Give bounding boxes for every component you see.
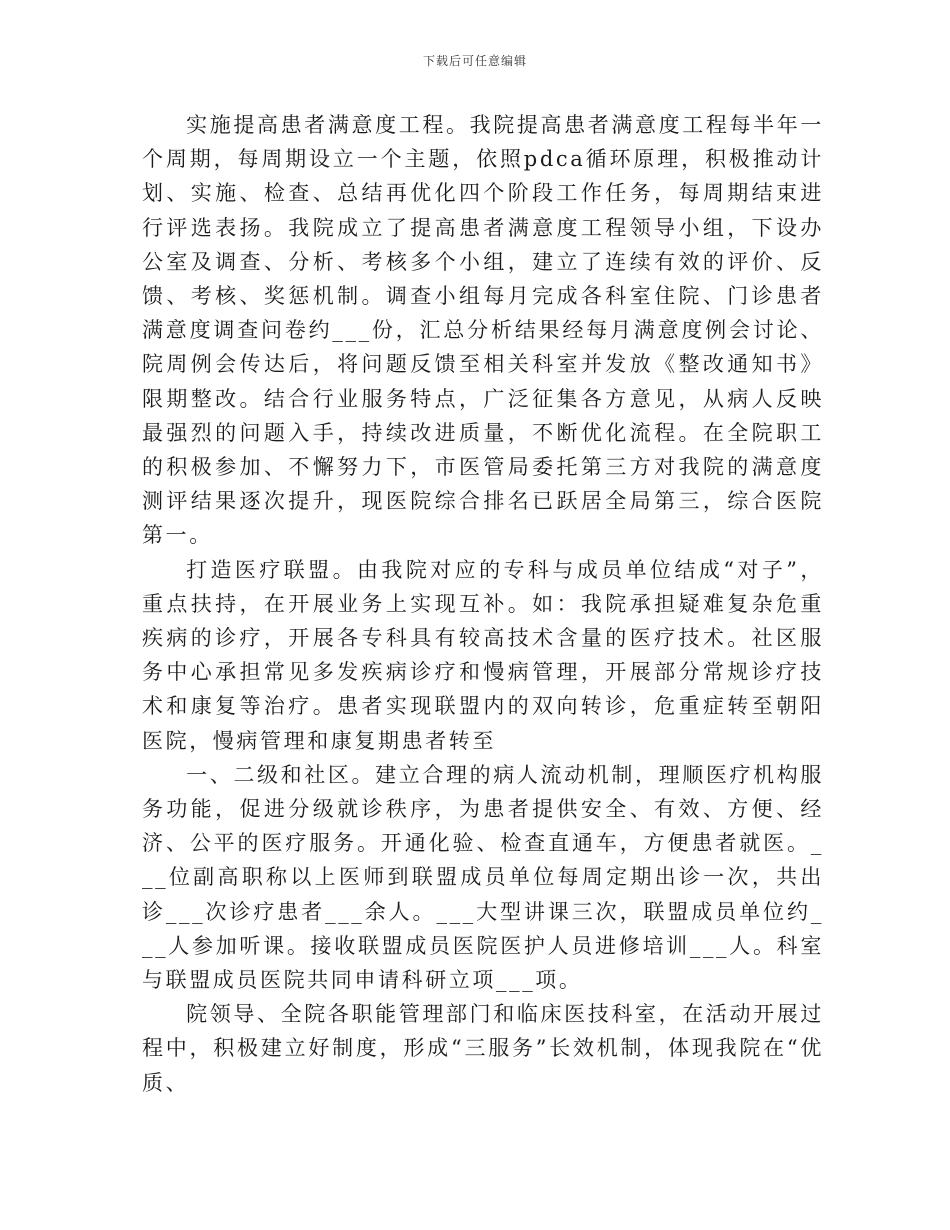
document-body [142, 108, 824, 1100]
paragraph-leadership: 院领导、全院各职能管理部门和临床医技科室，在活动开展过程中，积极建立好制度，形成“三服务”长效机制，体现我院在“优质、 [142, 1002, 824, 1095]
paragraph-referral-mechanism: 一、二级和社区。建立合理的病人流动机制，理顺医疗机构服务功能，促进分级就诊秩序，为患者提供安全、有效、方便、经济、公平的医疗服务。开通化验、检查直通车，方便患者就医。___位副高职称以上医师到联盟成员单位每周定期出诊一次，共出诊___次诊疗患者___余人。___大型讲课三次，联盟成员单位约___人参加听课。接收联盟成员医院医护人员进修培训___人。科室与联盟成员医院共同申请科研立项___项。 [142, 762, 824, 993]
header-note: 下载后可任意编辑 [422, 54, 527, 68]
paragraph-medical-alliance: 打造医疗联盟。由我院对应的专科与成员单位结成“对子”，重点扶持，在开展业务上实现互补。如：我院承担疑难复杂危重疾病的诊疗，开展各专科具有较高技术含量的医疗技术。社区服务中心承担常见多发疾病诊疗和慢病管理，开展部分常规诊疗技术和康复等治疗。患者实现联盟内的双向转诊，危重症转至朝阳医院，慢病管理和康复期患者转至 [142, 557, 824, 753]
paragraph-satisfaction-project: 实施提高患者满意度工程。我院提高患者满意度工程每半年一个周期，每周期设立一个主题，依照pdca循环原理，积极推动计划、实施、检查、总结再优化四个阶段工作任务，每周期结束进行评选表扬。我院成立了提高患者满意度工程领导小组，下设办公室及调查、分析、考核多个小组，建立了连续有效的评价、反馈、考核、奖惩机制。调查小组每月完成各科室住院、门诊患者满意度调查问卷约___份，汇总分析结果经每月满意度例会讨论、院周例会传达后，将问题反馈至相关科室并发放《整改通知书》限期整改。结合行业服务特点，广泛征集各方意见，从病人反映最强烈的问题入手，持续改进质量，不断优化流程。在全院职工的积极参加、不懈努力下，市医管局委托第三方对我院的满意度测评结果逐次提升，现医院综合排名已跃居全局第三，综合医院第一。 [142, 113, 824, 548]
